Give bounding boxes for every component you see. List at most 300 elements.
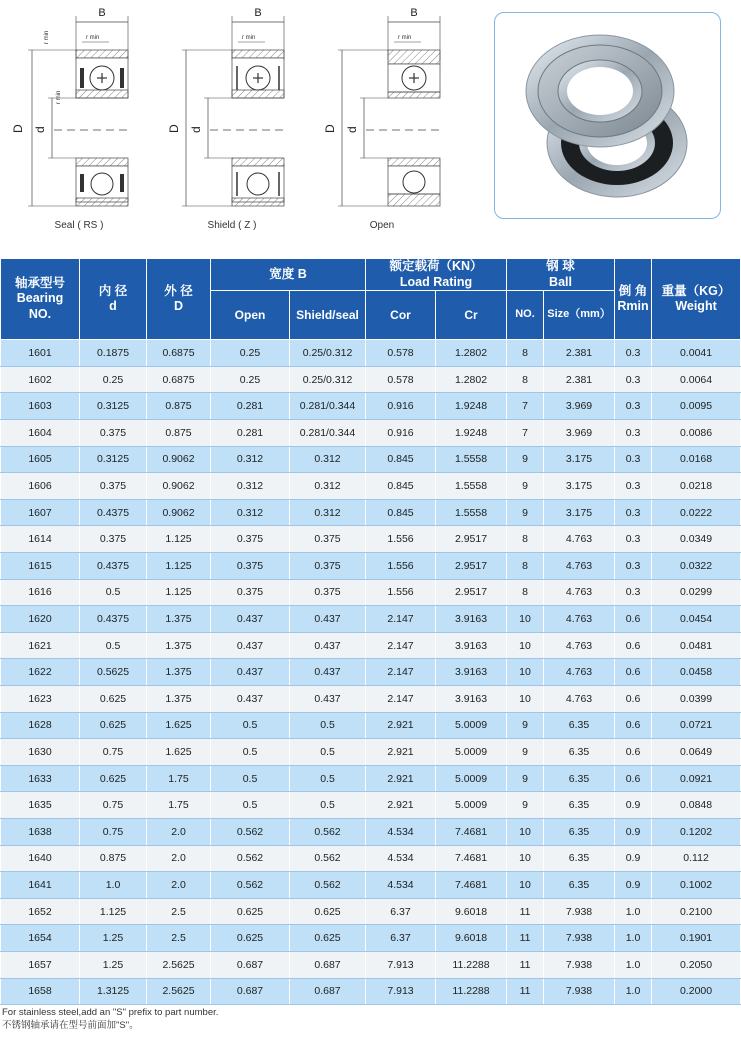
cell-load-cor: 0.916 [366, 420, 436, 447]
header-shield-seal: Shield/seal [290, 291, 366, 340]
svg-text:D: D [11, 124, 25, 133]
shield-caption: Shield ( Z ) [207, 220, 257, 231]
table-row [1, 632, 741, 659]
cell-ball-size: 2.381 [544, 340, 615, 367]
cell-ball-size: 7.938 [544, 925, 615, 952]
bearing-photo [494, 12, 721, 219]
cell-ball-no: 8 [507, 340, 544, 367]
cell-width-open: 0.5 [211, 765, 290, 792]
seal-diagram [11, 0, 134, 231]
table-row [1, 951, 741, 978]
cell-width-shield: 0.625 [290, 925, 366, 952]
cell-rmin: 0.9 [615, 845, 652, 872]
cell-load-cor: 2.921 [366, 792, 436, 819]
cell-rmin: 1.0 [615, 978, 652, 1005]
cell-outer-d: 1.375 [147, 632, 211, 659]
cell-bearing-no: 1616 [1, 579, 80, 606]
cell-ball-size: 6.35 [544, 792, 615, 819]
cell-inner-d: 0.4375 [80, 553, 147, 580]
table-row [1, 420, 741, 447]
cell-ball-no: 10 [507, 659, 544, 686]
cell-load-cor: 2.921 [366, 739, 436, 766]
cell-bearing-no: 1633 [1, 765, 80, 792]
cell-ball-no: 9 [507, 792, 544, 819]
cell-weight: 0.2050 [652, 951, 741, 978]
bearing-diagrams [0, 0, 740, 250]
cell-weight: 0.1002 [652, 872, 741, 899]
bearing-spec-table [0, 258, 741, 1005]
cell-outer-d: 1.125 [147, 526, 211, 553]
cell-outer-d: 1.125 [147, 579, 211, 606]
cell-outer-d: 1.125 [147, 553, 211, 580]
cell-weight: 0.0649 [652, 739, 741, 766]
cell-ball-size: 4.763 [544, 606, 615, 633]
cell-width-open: 0.437 [211, 606, 290, 633]
cell-width-shield: 0.437 [290, 685, 366, 712]
cell-weight: 0.0458 [652, 659, 741, 686]
cell-outer-d: 1.625 [147, 712, 211, 739]
cell-width-open: 0.281 [211, 393, 290, 420]
cell-load-cor: 4.534 [366, 845, 436, 872]
cell-width-shield: 0.437 [290, 606, 366, 633]
cell-width-open: 0.312 [211, 446, 290, 473]
cell-ball-no: 8 [507, 553, 544, 580]
header-ball: 钢 球 Ball [507, 259, 615, 291]
cell-width-open: 0.25 [211, 340, 290, 367]
cell-load-cor: 2.147 [366, 685, 436, 712]
cell-width-open: 0.25 [211, 366, 290, 393]
svg-text:r min: r min [56, 90, 62, 104]
cell-weight: 0.1202 [652, 818, 741, 845]
cell-width-shield: 0.25/0.312 [290, 366, 366, 393]
cell-rmin: 0.3 [615, 473, 652, 500]
header-outer-diameter: 外 径 D [147, 259, 211, 340]
cell-width-shield: 0.437 [290, 659, 366, 686]
cell-width-shield: 0.375 [290, 579, 366, 606]
cell-width-open: 0.5 [211, 739, 290, 766]
cell-width-shield: 0.437 [290, 632, 366, 659]
header-bearing: 轴承型号 Bearing NO. [1, 259, 80, 340]
table-row [1, 446, 741, 473]
cell-inner-d: 1.0 [80, 872, 147, 899]
cell-weight: 0.0218 [652, 473, 741, 500]
cell-load-cor: 1.556 [366, 579, 436, 606]
open-caption: Open [369, 220, 395, 231]
cell-load-cr: 2.9517 [436, 579, 507, 606]
b-label: B [254, 7, 262, 19]
cell-width-shield: 0.562 [290, 872, 366, 899]
cell-bearing-no: 1621 [1, 632, 80, 659]
cell-ball-no: 8 [507, 579, 544, 606]
cell-rmin: 0.6 [615, 685, 652, 712]
cell-load-cr: 3.9163 [436, 659, 507, 686]
cell-bearing-no: 1620 [1, 606, 80, 633]
cell-ball-size: 4.763 [544, 685, 615, 712]
cell-outer-d: 0.6875 [147, 340, 211, 367]
cell-width-shield: 0.625 [290, 898, 366, 925]
cell-inner-d: 0.4375 [80, 499, 147, 526]
cell-load-cor: 0.845 [366, 473, 436, 500]
cell-outer-d: 2.5 [147, 925, 211, 952]
cell-ball-no: 9 [507, 499, 544, 526]
cell-bearing-no: 1607 [1, 499, 80, 526]
cell-width-open: 0.375 [211, 553, 290, 580]
cell-bearing-no: 1628 [1, 712, 80, 739]
cell-outer-d: 1.75 [147, 765, 211, 792]
cell-ball-size: 3.175 [544, 473, 615, 500]
cell-rmin: 0.6 [615, 712, 652, 739]
table-row [1, 685, 741, 712]
cell-load-cr: 3.9163 [436, 606, 507, 633]
svg-text:r min: r min [398, 35, 412, 41]
table-row [1, 366, 741, 393]
cell-outer-d: 1.375 [147, 685, 211, 712]
cell-ball-size: 6.35 [544, 712, 615, 739]
cell-load-cor: 0.578 [366, 340, 436, 367]
cell-ball-no: 9 [507, 739, 544, 766]
header-weight: 重量（KG） Weight [652, 259, 741, 340]
cell-width-open: 0.281 [211, 420, 290, 447]
cell-width-shield: 0.562 [290, 845, 366, 872]
table-row [1, 553, 741, 580]
cell-weight: 0.0921 [652, 765, 741, 792]
cell-inner-d: 1.25 [80, 925, 147, 952]
footnote-en: For stainless steel,add an "S" prefix to part number. [2, 1007, 219, 1018]
spec-table-body [1, 340, 741, 1005]
cell-width-open: 0.375 [211, 526, 290, 553]
cell-load-cor: 2.921 [366, 712, 436, 739]
cell-rmin: 0.3 [615, 553, 652, 580]
cell-width-open: 0.625 [211, 898, 290, 925]
cell-ball-size: 3.969 [544, 393, 615, 420]
cell-rmin: 0.9 [615, 818, 652, 845]
cell-rmin: 0.3 [615, 393, 652, 420]
cell-ball-no: 7 [507, 393, 544, 420]
table-row [1, 872, 741, 899]
cell-inner-d: 0.75 [80, 739, 147, 766]
cell-outer-d: 0.9062 [147, 473, 211, 500]
cell-ball-size: 6.35 [544, 765, 615, 792]
svg-text:d: d [189, 126, 203, 133]
cell-width-shield: 0.25/0.312 [290, 340, 366, 367]
cell-ball-no: 9 [507, 765, 544, 792]
table-row [1, 925, 741, 952]
cell-weight: 0.0064 [652, 366, 741, 393]
cell-width-shield: 0.687 [290, 951, 366, 978]
cell-bearing-no: 1658 [1, 978, 80, 1005]
cell-load-cr: 1.9248 [436, 393, 507, 420]
cell-width-shield: 0.5 [290, 792, 366, 819]
seal-caption: Seal ( RS ) [54, 220, 104, 231]
cell-width-open: 0.437 [211, 685, 290, 712]
cell-ball-no: 9 [507, 446, 544, 473]
cell-weight: 0.0399 [652, 685, 741, 712]
cell-weight: 0.1901 [652, 925, 741, 952]
cell-load-cor: 0.916 [366, 393, 436, 420]
cell-load-cor: 2.147 [366, 632, 436, 659]
cell-width-shield: 0.5 [290, 712, 366, 739]
footnote [2, 1006, 218, 1032]
cell-inner-d: 0.5 [80, 632, 147, 659]
cell-weight: 0.0454 [652, 606, 741, 633]
cell-width-open: 0.562 [211, 845, 290, 872]
cell-weight: 0.2100 [652, 898, 741, 925]
cell-load-cor: 2.147 [366, 606, 436, 633]
cell-rmin: 0.3 [615, 579, 652, 606]
cell-bearing-no: 1635 [1, 792, 80, 819]
cell-load-cr: 5.0009 [436, 739, 507, 766]
cell-width-shield: 0.281/0.344 [290, 393, 366, 420]
table-row [1, 818, 741, 845]
cell-inner-d: 0.375 [80, 526, 147, 553]
cell-ball-no: 7 [507, 420, 544, 447]
cell-ball-size: 6.35 [544, 845, 615, 872]
cell-width-shield: 0.5 [290, 739, 366, 766]
cell-weight: 0.0848 [652, 792, 741, 819]
cell-weight: 0.0349 [652, 526, 741, 553]
cell-bearing-no: 1654 [1, 925, 80, 952]
cell-inner-d: 0.25 [80, 366, 147, 393]
table-row [1, 898, 741, 925]
cell-outer-d: 1.375 [147, 606, 211, 633]
cell-bearing-no: 1603 [1, 393, 80, 420]
cell-width-open: 0.312 [211, 499, 290, 526]
cell-outer-d: 0.875 [147, 420, 211, 447]
b-label: B [98, 7, 106, 19]
cell-bearing-no: 1652 [1, 898, 80, 925]
cell-bearing-no: 1640 [1, 845, 80, 872]
cell-rmin: 0.3 [615, 526, 652, 553]
svg-text:D: D [167, 124, 181, 133]
header-chamfer: 倒 角 Rmin [615, 259, 652, 340]
cell-inner-d: 0.3125 [80, 446, 147, 473]
cell-ball-size: 4.763 [544, 526, 615, 553]
cell-rmin: 1.0 [615, 925, 652, 952]
cell-inner-d: 0.5 [80, 579, 147, 606]
cell-weight: 0.0168 [652, 446, 741, 473]
svg-text:d: d [33, 126, 47, 133]
table-row [1, 340, 741, 367]
cell-ball-size: 6.35 [544, 739, 615, 766]
cell-width-open: 0.375 [211, 579, 290, 606]
header-ball-size: Size（mm） [544, 291, 615, 340]
cell-inner-d: 0.4375 [80, 606, 147, 633]
cell-load-cr: 11.2288 [436, 951, 507, 978]
cell-inner-d: 1.25 [80, 951, 147, 978]
cell-ball-no: 10 [507, 606, 544, 633]
table-row [1, 473, 741, 500]
cell-outer-d: 0.9062 [147, 446, 211, 473]
cell-load-cr: 1.2802 [436, 340, 507, 367]
cell-width-shield: 0.312 [290, 446, 366, 473]
cell-ball-size: 3.175 [544, 446, 615, 473]
cell-rmin: 0.6 [615, 606, 652, 633]
cell-load-cr: 9.6018 [436, 898, 507, 925]
svg-text:D: D [323, 124, 337, 133]
cell-load-cor: 4.534 [366, 818, 436, 845]
cell-bearing-no: 1605 [1, 446, 80, 473]
cell-width-open: 0.437 [211, 659, 290, 686]
cell-load-cor: 7.913 [366, 978, 436, 1005]
cell-inner-d: 0.625 [80, 765, 147, 792]
cell-ball-no: 10 [507, 845, 544, 872]
cell-load-cor: 6.37 [366, 898, 436, 925]
svg-text:r min: r min [242, 35, 256, 41]
cell-load-cr: 1.9248 [436, 420, 507, 447]
cell-ball-size: 4.763 [544, 632, 615, 659]
cell-rmin: 0.6 [615, 765, 652, 792]
cell-load-cr: 1.5558 [436, 473, 507, 500]
cell-load-cr: 7.4681 [436, 872, 507, 899]
cell-width-open: 0.562 [211, 872, 290, 899]
cell-ball-size: 6.35 [544, 818, 615, 845]
table-row [1, 659, 741, 686]
cell-inner-d: 1.3125 [80, 978, 147, 1005]
cell-ball-size: 4.763 [544, 659, 615, 686]
cell-width-shield: 0.312 [290, 473, 366, 500]
cell-width-open: 0.312 [211, 473, 290, 500]
table-row [1, 606, 741, 633]
cell-ball-no: 10 [507, 632, 544, 659]
header-load-rating: 额定载荷（KN） Load Rating [366, 259, 507, 291]
cell-load-cor: 4.534 [366, 872, 436, 899]
cell-ball-no: 11 [507, 978, 544, 1005]
cell-rmin: 0.3 [615, 340, 652, 367]
cell-load-cor: 1.556 [366, 553, 436, 580]
cell-inner-d: 0.1875 [80, 340, 147, 367]
table-row [1, 978, 741, 1005]
cell-inner-d: 0.625 [80, 712, 147, 739]
cell-inner-d: 0.3125 [80, 393, 147, 420]
cell-bearing-no: 1641 [1, 872, 80, 899]
cell-bearing-no: 1623 [1, 685, 80, 712]
cell-bearing-no: 1657 [1, 951, 80, 978]
cell-rmin: 0.6 [615, 632, 652, 659]
table-row [1, 845, 741, 872]
cell-inner-d: 0.625 [80, 685, 147, 712]
cell-ball-no: 10 [507, 818, 544, 845]
cell-outer-d: 2.5625 [147, 978, 211, 1005]
cell-inner-d: 1.125 [80, 898, 147, 925]
header-ball-no: NO. [507, 291, 544, 340]
cell-width-open: 0.687 [211, 951, 290, 978]
cell-load-cor: 0.578 [366, 366, 436, 393]
cell-load-cr: 1.2802 [436, 366, 507, 393]
svg-text:r min: r min [86, 35, 100, 41]
cell-outer-d: 1.375 [147, 659, 211, 686]
cell-weight: 0.0095 [652, 393, 741, 420]
cell-outer-d: 0.9062 [147, 499, 211, 526]
header-open: Open [211, 291, 290, 340]
cell-inner-d: 0.375 [80, 473, 147, 500]
header-cor: Cor [366, 291, 436, 340]
cell-rmin: 1.0 [615, 951, 652, 978]
cell-load-cor: 2.147 [366, 659, 436, 686]
cell-bearing-no: 1638 [1, 818, 80, 845]
cell-rmin: 0.9 [615, 872, 652, 899]
cell-width-open: 0.625 [211, 925, 290, 952]
cell-rmin: 0.3 [615, 366, 652, 393]
cell-outer-d: 2.5 [147, 898, 211, 925]
cell-load-cr: 9.6018 [436, 925, 507, 952]
cell-outer-d: 1.625 [147, 739, 211, 766]
b-label: B [410, 7, 418, 19]
cell-load-cor: 1.556 [366, 526, 436, 553]
cell-ball-no: 8 [507, 366, 544, 393]
table-row [1, 579, 741, 606]
cell-width-open: 0.687 [211, 978, 290, 1005]
cell-ball-no: 11 [507, 951, 544, 978]
shield-diagram [167, 0, 292, 231]
cell-ball-size: 3.175 [544, 499, 615, 526]
cell-outer-d: 1.75 [147, 792, 211, 819]
cell-ball-size: 3.969 [544, 420, 615, 447]
cell-weight: 0.0086 [652, 420, 741, 447]
cell-outer-d: 2.5625 [147, 951, 211, 978]
cell-rmin: 0.3 [615, 446, 652, 473]
cell-ball-no: 8 [507, 526, 544, 553]
cell-load-cor: 2.921 [366, 765, 436, 792]
table-row [1, 739, 741, 766]
cell-width-open: 0.562 [211, 818, 290, 845]
cell-ball-no: 9 [507, 473, 544, 500]
cell-width-shield: 0.5 [290, 765, 366, 792]
cell-bearing-no: 1604 [1, 420, 80, 447]
cell-ball-size: 4.763 [544, 553, 615, 580]
cell-bearing-no: 1615 [1, 553, 80, 580]
header-width: 宽度 B [211, 259, 366, 291]
cell-inner-d: 0.5625 [80, 659, 147, 686]
cell-ball-size: 6.35 [544, 872, 615, 899]
cell-weight: 0.0721 [652, 712, 741, 739]
cell-rmin: 0.3 [615, 420, 652, 447]
cell-rmin: 1.0 [615, 898, 652, 925]
cell-width-shield: 0.312 [290, 499, 366, 526]
cell-load-cor: 7.913 [366, 951, 436, 978]
cell-ball-no: 10 [507, 872, 544, 899]
cell-bearing-no: 1606 [1, 473, 80, 500]
cell-inner-d: 0.75 [80, 792, 147, 819]
cell-ball-no: 11 [507, 898, 544, 925]
cell-load-cr: 1.5558 [436, 499, 507, 526]
cell-load-cr: 7.4681 [436, 845, 507, 872]
cell-load-cr: 11.2288 [436, 978, 507, 1005]
cell-load-cr: 3.9163 [436, 632, 507, 659]
cell-load-cr: 7.4681 [436, 818, 507, 845]
table-row [1, 499, 741, 526]
table-row [1, 393, 741, 420]
cell-width-shield: 0.562 [290, 818, 366, 845]
cell-ball-size: 7.938 [544, 898, 615, 925]
cell-load-cor: 0.845 [366, 446, 436, 473]
cell-load-cr: 5.0009 [436, 712, 507, 739]
cell-bearing-no: 1602 [1, 366, 80, 393]
cell-weight: 0.0222 [652, 499, 741, 526]
cell-ball-no: 9 [507, 712, 544, 739]
cell-bearing-no: 1630 [1, 739, 80, 766]
cell-weight: 0.0041 [652, 340, 741, 367]
cell-width-open: 0.5 [211, 792, 290, 819]
cell-load-cr: 2.9517 [436, 526, 507, 553]
cell-outer-d: 0.6875 [147, 366, 211, 393]
cell-weight: 0.112 [652, 845, 741, 872]
cell-width-shield: 0.281/0.344 [290, 420, 366, 447]
cell-rmin: 0.9 [615, 792, 652, 819]
cell-inner-d: 0.75 [80, 818, 147, 845]
cell-width-shield: 0.375 [290, 526, 366, 553]
cell-ball-size: 2.381 [544, 366, 615, 393]
cell-outer-d: 2.0 [147, 872, 211, 899]
